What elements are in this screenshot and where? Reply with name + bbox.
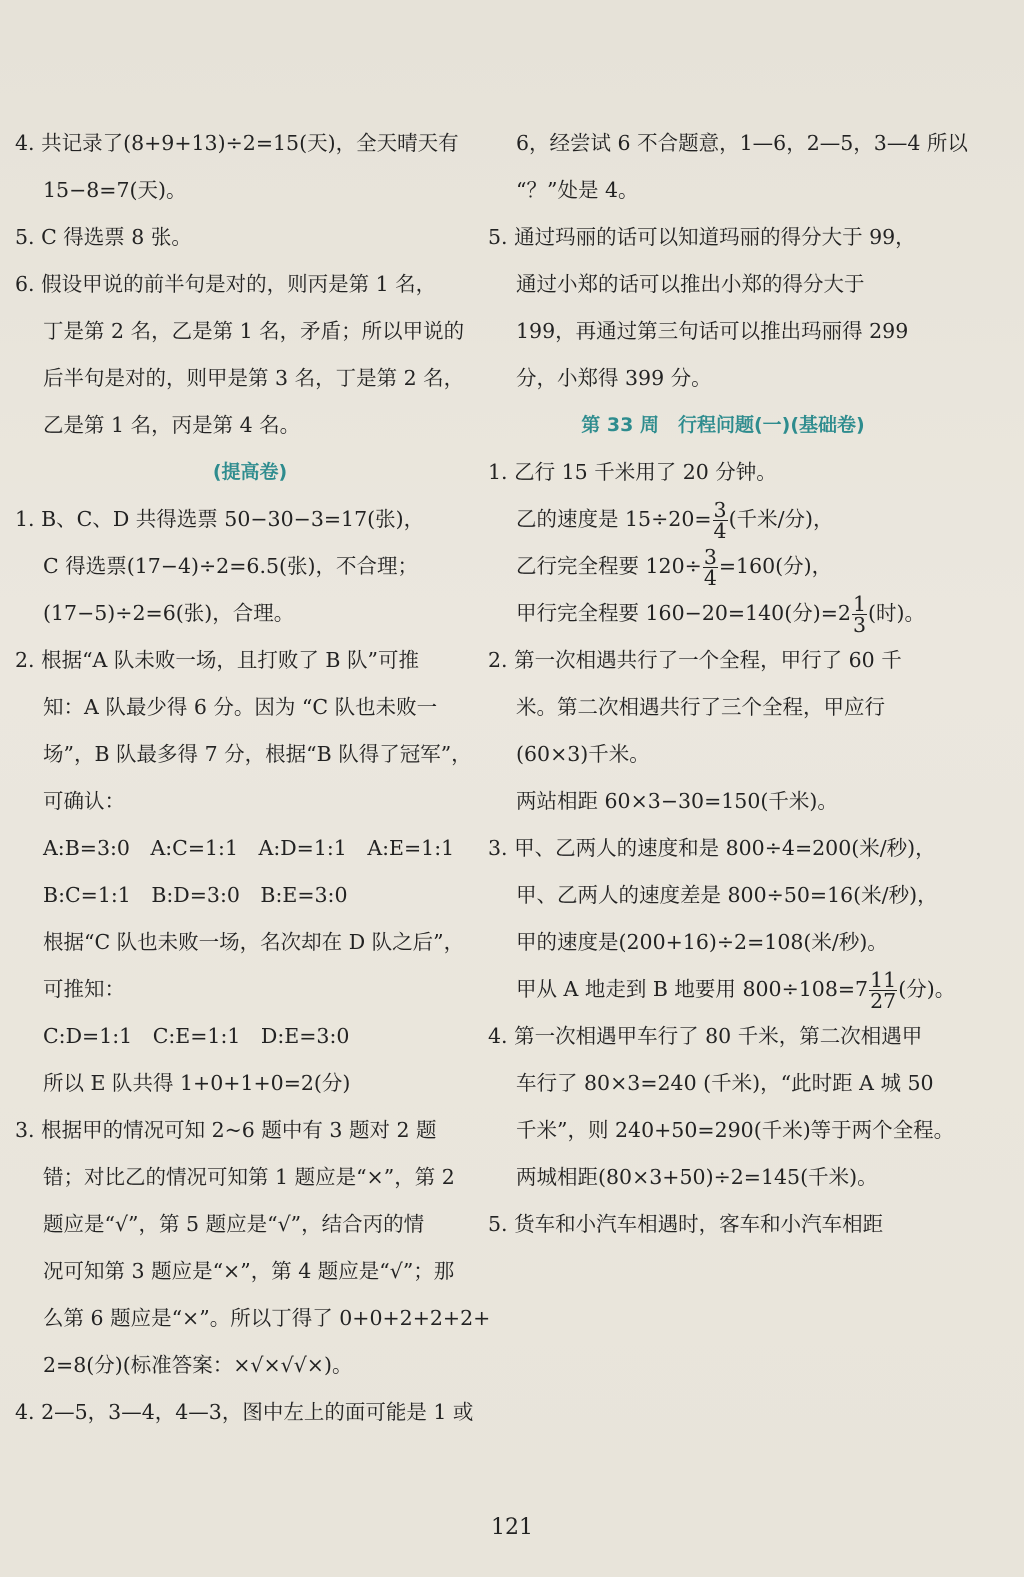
text-line: 2. 第一次相遇共行了一个全程，甲行了 60 千 xyxy=(488,648,902,672)
text-line: C 得选票(17−4)÷2=6.5(张)，不合理； xyxy=(43,554,418,578)
numerator: 1 xyxy=(852,592,866,616)
text-line: (60×3)千米。 xyxy=(516,742,650,766)
text-line: 分，小郑得 399 分。 xyxy=(516,366,712,390)
text-line: 甲的速度是(200+16)÷2=108(米/秒)。 xyxy=(516,930,888,954)
text-line: 6. 假设甲说的前半句是对的，则丙是第 1 名， xyxy=(15,272,437,296)
text-line: 199，再通过第三句话可以推出玛丽得 299 xyxy=(516,319,909,343)
text-segment: (分)。 xyxy=(898,977,956,1001)
text-line: 5. 通过玛丽的话可以知道玛丽的得分大于 99， xyxy=(488,225,916,249)
text-line: 1. 乙行 15 千米用了 20 分钟。 xyxy=(488,460,777,484)
text-line: 3. 根据甲的情况可知 2~6 题中有 3 题对 2 题 xyxy=(15,1118,437,1142)
text-line: C:D=1:1 C:E=1:1 D:E=3:0 xyxy=(43,1024,350,1048)
text-line: 千米”，则 240+50=290(千米)等于两个全程。 xyxy=(516,1118,955,1142)
text-line: 5. 货车和小汽车相遇时，客车和小汽车相距 xyxy=(488,1212,884,1236)
text-segment: =160(分)， xyxy=(718,554,833,578)
text-line: 题应是“√”，第 5 题应是“√”，结合丙的情 xyxy=(43,1212,425,1236)
text-line: 知：A 队最少得 6 分。因为 “C 队也未败一 xyxy=(43,695,438,719)
text-line: 后半句是对的，则甲是第 3 名，丁是第 2 名， xyxy=(43,366,465,390)
text-line: 可确认： xyxy=(43,789,125,813)
text-line: “？”处是 4。 xyxy=(516,178,639,202)
text-line: 两站相距 60×3−30=150(千米)。 xyxy=(516,789,838,813)
text-line: 况可知第 3 题应是“×”，第 4 题应是“√”；那 xyxy=(43,1259,455,1283)
text-line: A:B=3:0 A:C=1:1 A:D=1:1 A:E=1:1 xyxy=(43,836,455,860)
text-line: 15−8=7(天)。 xyxy=(43,178,187,202)
text-line: 1. B、C、D 共得选票 50−30−3=17(张)， xyxy=(15,507,425,531)
numerator: 11 xyxy=(870,968,897,992)
text-line xyxy=(488,590,958,637)
section-heading: 第 33 周 行程问题(一)(基础卷) xyxy=(581,414,865,436)
text-line: 3. 甲、乙两人的速度和是 800÷4=200(米/秒)， xyxy=(488,836,936,860)
text-line xyxy=(488,966,958,1013)
text-line: 4. 共记录了(8+9+13)÷2=15(天)，全天晴天有 xyxy=(15,131,459,155)
text-line: 两城相距(80×3+50)÷2=145(千米)。 xyxy=(516,1165,878,1189)
numerator: 3 xyxy=(703,545,717,569)
text-segment: (时)。 xyxy=(867,601,925,625)
page-number: 121 xyxy=(491,1515,533,1540)
text-line: 错；对比乙的情况可知第 1 题应是“×”，第 2 xyxy=(43,1165,455,1189)
text-line: B:C=1:1 B:D=3:0 B:E=3:0 xyxy=(43,883,348,907)
text-line: 2=8(分)(标准答案：×√×√√×)。 xyxy=(43,1353,353,1377)
text-line: 4. 第一次相遇甲车行了 80 千米，第二次相遇甲 xyxy=(488,1024,923,1048)
text-segment: (千米/分)， xyxy=(728,507,834,531)
text-line: 5. C 得选票 8 张。 xyxy=(15,225,192,249)
text-line: 通过小郑的话可以推出小郑的得分大于 xyxy=(516,272,865,296)
fraction xyxy=(869,970,897,1011)
text-line xyxy=(488,496,958,543)
fraction xyxy=(703,547,718,588)
text-line: 2. 根据“A 队未败一场，且打败了 B 队”可推 xyxy=(15,648,419,672)
text-line: 丁是第 2 名，乙是第 1 名，矛盾；所以甲说的 xyxy=(43,319,465,343)
fraction xyxy=(713,500,728,541)
text-line xyxy=(488,543,958,590)
text-line: 么第 6 题应是“×”。所以丁得了 0+0+2+2+2+ xyxy=(43,1306,491,1330)
text-line: 车行了 80×3=240 (千米)，“此时距 A 城 50 xyxy=(516,1071,934,1095)
text-line: 乙是第 1 名，丙是第 4 名。 xyxy=(43,413,301,437)
text-line: 米。第二次相遇共行了三个全程，甲应行 xyxy=(516,695,885,719)
text-line: 根据“C 队也未败一场，名次却在 D 队之后”， xyxy=(43,930,465,954)
fraction xyxy=(852,594,867,635)
right-column xyxy=(488,120,968,1248)
text-line: (17−5)÷2=6(张)，合理。 xyxy=(43,601,295,625)
denominator: 4 xyxy=(713,519,727,543)
text-line: 4. 2—5，3—4，4—3，图中左上的面可能是 1 或 xyxy=(15,1400,474,1424)
text-segment: 乙行完全程要 120÷ xyxy=(516,554,702,578)
text-line: 所以 E 队共得 1+0+1+0=2(分) xyxy=(43,1071,351,1095)
numerator: 3 xyxy=(713,498,727,522)
denominator: 27 xyxy=(870,989,897,1013)
text-segment: 乙的速度是 15÷20= xyxy=(516,507,712,531)
section-heading: (提高卷) xyxy=(212,461,288,483)
denominator: 4 xyxy=(703,566,717,590)
text-line: 甲、乙两人的速度差是 800÷50=16(米/秒)， xyxy=(516,883,938,907)
left-column xyxy=(15,120,491,1436)
text-line: 6，经尝试 6 不合题意，1—6，2—5，3—4 所以 xyxy=(516,131,968,155)
denominator: 3 xyxy=(852,613,866,637)
text-line: 场”，B 队最多得 7 分，根据“B 队得了冠军”， xyxy=(43,742,472,766)
text-segment: 甲行完全程要 160−20=140(分)=2 xyxy=(516,601,851,625)
text-line: 可推知： xyxy=(43,977,125,1001)
text-segment: 甲从 A 地走到 B 地要用 800÷108=7 xyxy=(516,977,869,1001)
